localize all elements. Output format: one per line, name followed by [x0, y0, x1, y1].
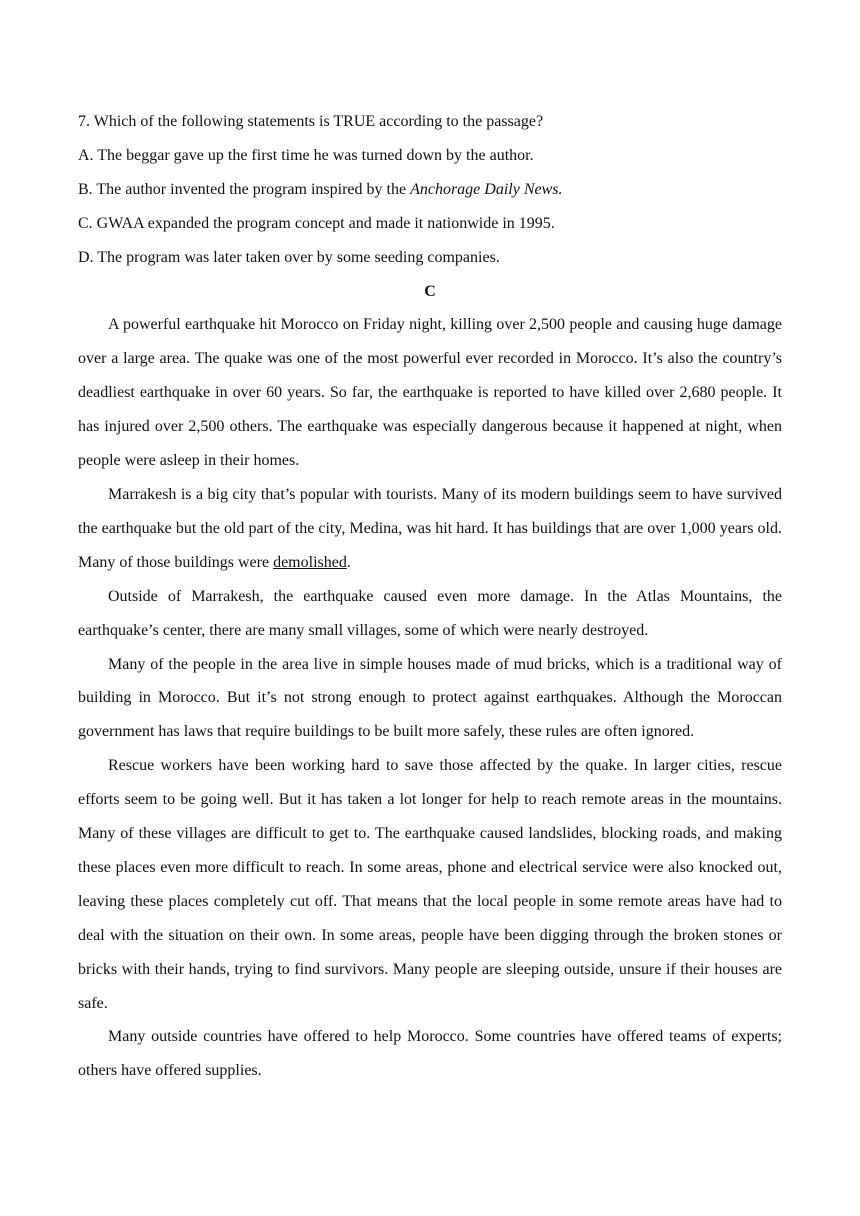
option-c: C. GWAA expanded the program concept and made it nationwide in 1995. [78, 214, 555, 232]
question-stem: 7. Which of the following statements is TRUE according to the passage? [78, 113, 544, 130]
underlined-word: demolished [273, 553, 347, 571]
paragraph-2-end: . [346, 553, 351, 571]
option-b-source-title: Anchorage Daily News. [410, 180, 563, 198]
paragraph-2-text: Marrakesh is a big city that’s popular with tourists. Many of its modern buildings seem to have survived the earthquake but the old part of the city, Medina, was hit hard. It has buildings that are over 1,000 years old. Many of those buildings were [78, 485, 782, 571]
passage-paragraph-3: Outside of Marrakesh, the earthquake caused even more damage. In the Atlas Mountains, the earthquake’s center, there are many small villages, some of which were nearly destroyed. [78, 587, 782, 639]
passage-paragraph-1: A powerful earthquake hit Morocco on Friday night, killing over 2,500 people and causing huge damage over a large area. The quake was one of the most powerful ever recorded in Morocco. It’s also the country’s deadliest earthquake in over 60 years. So far, the earthquake is reported to have killed over 2,680 people. It has injured over 2,500 others. The earthquake was especially dangerous because it happened at night, when people were asleep in their homes. [78, 316, 782, 470]
option-b-text: B. The author invented the program inspired by the [78, 180, 411, 198]
section-heading: C [424, 282, 436, 300]
passage-paragraph-2 [78, 478, 782, 580]
option-d: D. The program was later taken over by some seeding companies. [78, 248, 500, 266]
passage-paragraph-5: Rescue workers have been working hard to save those affected by the quake. In larger cities, rescue efforts seem to be going well. But it has taken a lot longer for help to reach remote areas in the mountains. Many of these villages are difficult to get to. The earthquake caused landslides, blocking roads, and making these places even more difficult to reach. In some areas, phone and electrical service were also knocked out, leaving these places completely cut off. That means that the local people in some remote areas have had to deal with the situation on their own. In some areas, people have been digging through the broken stones or bricks with their hands, trying to find survivors. Many people are sleeping outside, unsure if their houses are safe. [78, 757, 782, 1012]
option-a: A. The beggar gave up the first time he was turned down by the author. [78, 146, 534, 164]
passage-paragraph-4: Many of the people in the area live in simple houses made of mud bricks, which is a traditional way of building in Morocco. But it’s not strong enough to protect against earthquakes. Although the Moroccan government has laws that require buildings to be built more safely, these rules are often ignored. [78, 655, 782, 741]
passage-paragraph-6: Many outside countries have offered to help Morocco. Some countries have offered teams of experts; others have offered supplies. [78, 1028, 782, 1080]
document-page [78, 105, 782, 1088]
option-b [78, 173, 782, 207]
